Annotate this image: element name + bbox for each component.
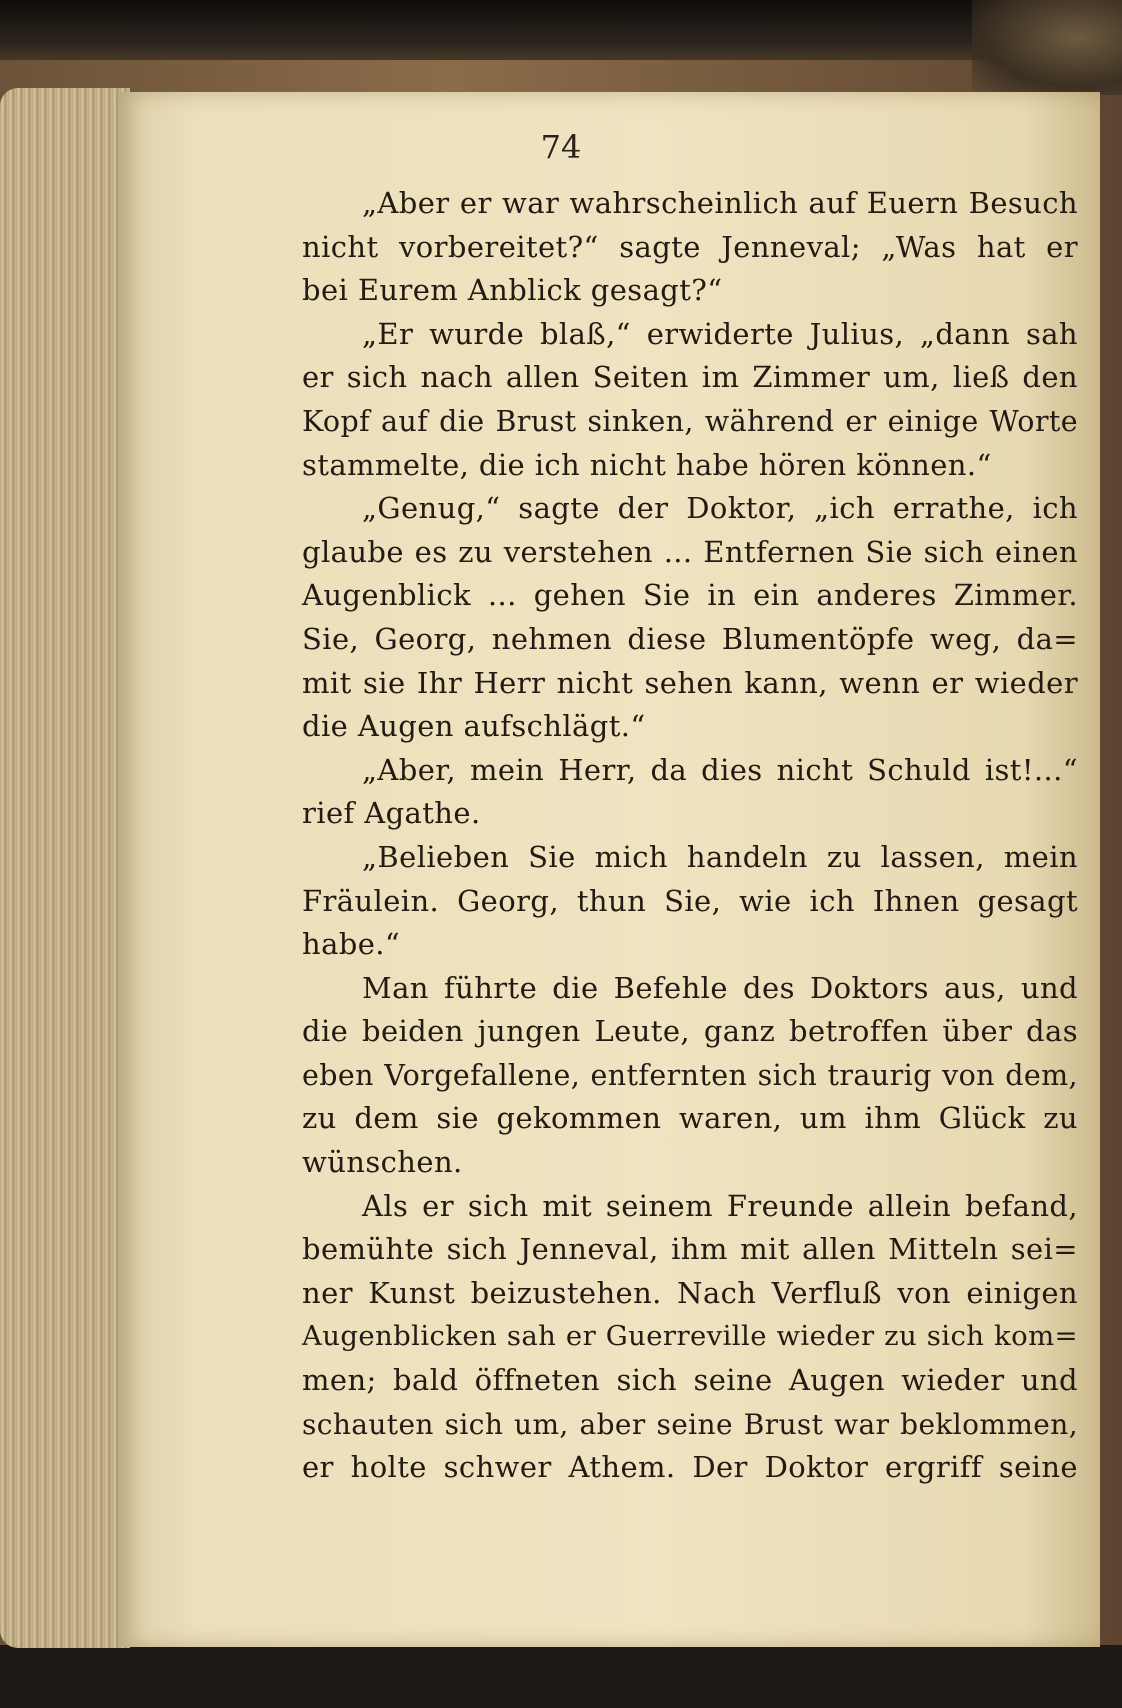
text-line: die beiden jungen Leute, ganz betroffen über das	[302, 1014, 1078, 1049]
text-line: glaube es zu verstehen ... Entfernen Sie sich einen	[302, 534, 1078, 569]
text-line: „Aber er war wahrscheinlich auf Euern Besuch	[362, 186, 1078, 220]
text-line: Kopf auf die Brust sinken, während er einige Worte	[302, 404, 1078, 438]
text-line: ner Kunst beizustehen. Nach Verfluß von einigen	[302, 1275, 1078, 1310]
text-line: er holte schwer Athem. Der Doktor ergriff seine	[302, 1450, 1078, 1485]
text-line: nicht vorbereitet?“ sagte Jenneval; „Was hat er	[302, 229, 1078, 264]
text-line: Sie, Georg, nehmen diese Blumentöpfe weg, da=	[302, 621, 1078, 656]
text-line: er sich nach allen Seiten im Zimmer um, ließ den	[302, 360, 1078, 395]
text-line: wünschen.	[302, 1145, 463, 1180]
text-line: bei Eurem Anblick gesagt?“	[302, 273, 723, 308]
text-line: zu dem sie gekommen waren, um ihm Glück zu	[302, 1101, 1078, 1136]
text-line: Fräulein. Georg, thun Sie, wie ich Ihnen gesagt	[302, 883, 1078, 918]
text-line: habe.“	[302, 927, 401, 962]
text-line: eben Vorgefallene, entfernten sich traurig von dem,	[302, 1058, 1078, 1092]
text-line: stammelte, die ich nicht habe hören können.“	[302, 447, 992, 482]
text-line: mit sie Ihr Herr nicht sehen kann, wenn er wieder	[302, 665, 1078, 700]
page-number: 74	[540, 128, 582, 166]
text-line: Man führte die Befehle des Doktors aus, und	[362, 970, 1078, 1005]
text-line: „Belieben Sie mich handeln zu lassen, mein	[362, 839, 1078, 874]
text-line: rief Agathe.	[302, 796, 481, 831]
text-line: die Augen aufschlägt.“	[302, 709, 646, 744]
text-line: „Er wurde blaß,“ erwiderte Julius, „dann sah	[362, 316, 1078, 351]
cover-top-edge	[0, 0, 1122, 60]
text-line: Augenblicken sah er Guerreville wieder zu sich kom=	[302, 1320, 1078, 1353]
text-line: bemühte sich Jenneval, ihm mit allen Mitteln sei=	[302, 1232, 1078, 1267]
body-text	[302, 182, 1078, 1490]
binding-fabric	[972, 0, 1122, 95]
text-line: schauten sich um, aber seine Brust war beklommen,	[302, 1407, 1078, 1441]
text-line: men; bald öffneten sich seine Augen wieder und	[302, 1363, 1078, 1398]
page-edges	[0, 88, 130, 1648]
text-line: Augenblick ... gehen Sie in ein anderes Zimmer.	[302, 578, 1078, 613]
text-line: „Genug,“ sagte der Doktor, „ich errathe, ich	[362, 491, 1078, 526]
text-line: „Aber, mein Herr, da dies nicht Schuld ist!...“	[362, 752, 1078, 787]
text-line: Als er sich mit seinem Freunde allein befand,	[362, 1188, 1078, 1223]
